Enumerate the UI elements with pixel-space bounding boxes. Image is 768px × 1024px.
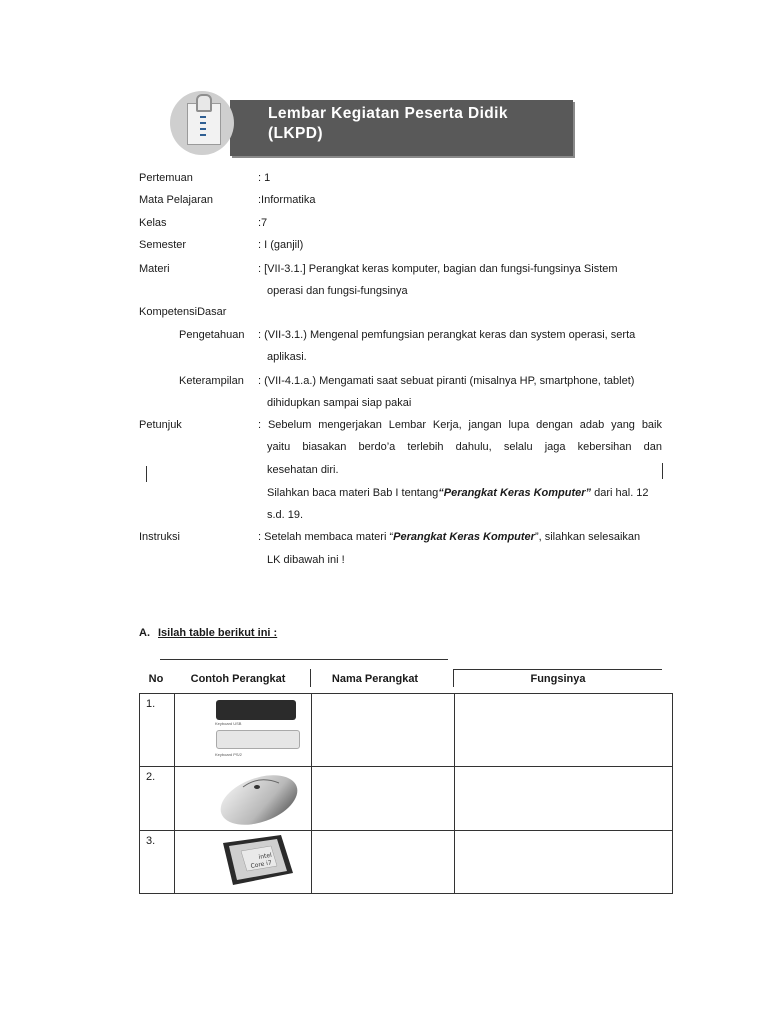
device-image-cell bbox=[175, 831, 312, 894]
mouse-icon bbox=[213, 769, 303, 827]
fungsi-cell[interactable] bbox=[455, 694, 673, 767]
mapel-value: :Informatika bbox=[258, 194, 316, 206]
nama-perangkat-cell[interactable] bbox=[312, 694, 455, 767]
nama-perangkat-cell[interactable] bbox=[312, 831, 455, 894]
keterampilan-line-1: : (VII-4.1.a.) Mengamati saat sebuat piranti (misalnya HP, smartphone, tablet) bbox=[258, 375, 635, 387]
pengetahuan-label: Pengetahuan bbox=[179, 329, 245, 341]
instruksi-line-1 bbox=[258, 530, 640, 544]
petunjuk-line-1: : Sebelum mengerjakan Lembar Kerja, jangan lupa dengan adab yang baik bbox=[258, 419, 662, 431]
fungsi-cell[interactable] bbox=[455, 767, 673, 831]
row-number: 3. bbox=[140, 831, 175, 894]
materi-line-1: : [VII-3.1.] Perangkat keras komputer, bagian dan fungsi-fungsinya Sistem bbox=[258, 263, 618, 275]
semester-value: : I (ganjil) bbox=[258, 239, 304, 251]
clipboard-clip bbox=[196, 94, 212, 112]
row-number: 1. bbox=[140, 694, 175, 767]
column-header-nama: Nama Perangkat bbox=[331, 673, 419, 685]
instruksi-line-1-tail: ”, silahkan selesaikan bbox=[534, 531, 641, 543]
instruksi-line-1-text: : Setelah membaca materi “ bbox=[258, 531, 394, 543]
chip-model: Core i7 bbox=[250, 859, 273, 870]
instruksi-line-2: LK dibawah ini ! bbox=[267, 554, 345, 566]
petunjuk-line-3: kesehatan diri. bbox=[267, 464, 339, 476]
kelas-value: :7 bbox=[258, 217, 268, 229]
page-title bbox=[268, 104, 568, 144]
pertemuan-label: Pertemuan bbox=[139, 172, 193, 184]
device-table bbox=[139, 693, 673, 894]
keyboard-usb bbox=[216, 700, 296, 720]
column-header-contoh: Contoh Perangkat bbox=[190, 673, 286, 685]
petunjuk-line-2: yaitu biasakan berdo’a terlebih dahulu, selalu jaga kebersihan dan bbox=[267, 441, 662, 453]
petunjuk-line-5: s.d. 19. bbox=[267, 509, 304, 521]
title-line-2: (LKPD) bbox=[268, 125, 323, 142]
petunjuk-line-4-text: Silahkan baca materi Bab I tentang bbox=[267, 487, 439, 499]
nama-perangkat-cell[interactable] bbox=[312, 767, 455, 831]
table-row bbox=[140, 767, 673, 831]
petunjuk-line-4-tail: dari hal. 12 bbox=[591, 487, 649, 499]
fungsi-cell[interactable] bbox=[455, 831, 673, 894]
keyboard-ps2 bbox=[216, 730, 300, 749]
margin-mark-left bbox=[146, 466, 147, 482]
section-a-marker: A. bbox=[139, 627, 150, 639]
processor-graphic bbox=[211, 833, 301, 891]
device-image-cell bbox=[175, 694, 312, 767]
mapel-label: Mata Pelajaran bbox=[139, 194, 213, 206]
materi-line-2: operasi dan fungsi-fungsinya bbox=[267, 285, 408, 297]
row-number: 2. bbox=[140, 767, 175, 831]
keyboard-ps2-caption: Keyboard PS/2 bbox=[215, 752, 242, 757]
materi-label: Materi bbox=[139, 263, 170, 275]
device-image-cell bbox=[175, 767, 312, 831]
processor-chip-icon bbox=[211, 833, 301, 891]
mouse-graphic bbox=[213, 769, 303, 827]
margin-mark-right bbox=[662, 463, 663, 479]
keterampilan-line-2: dihidupkan sampai siap pakai bbox=[267, 397, 412, 409]
keyboard-icon bbox=[211, 697, 301, 761]
petunjuk-label: Petunjuk bbox=[139, 419, 182, 431]
keyboard-usb-caption: Keyboard USB bbox=[215, 721, 242, 726]
pengetahuan-line-1: : (VII-3.1.) Mengenal pemfungsian perangkat keras dan system operasi, serta bbox=[258, 329, 636, 341]
title-line-1: Lembar Kegiatan Peserta Didik bbox=[268, 105, 508, 122]
instruksi-line-1-emphasis: Perangkat Keras Komputer bbox=[393, 531, 535, 543]
petunjuk-line-4 bbox=[267, 486, 649, 500]
column-header-no: No bbox=[148, 673, 164, 685]
petunjuk-line-4-emphasis: “Perangkat Keras Komputer” bbox=[438, 487, 592, 499]
header-rule-left bbox=[160, 659, 448, 660]
column-header-fungsi: Fungsinya bbox=[530, 673, 586, 685]
keterampilan-label: Keterampilan bbox=[179, 375, 244, 387]
kelas-label: Kelas bbox=[139, 217, 167, 229]
kompetensi-label: KompetensiDasar bbox=[139, 306, 227, 318]
chip-brand: intel bbox=[258, 851, 273, 861]
table-row bbox=[140, 831, 673, 894]
semester-label: Semester bbox=[139, 239, 187, 251]
instruksi-label: Instruksi bbox=[139, 531, 180, 543]
section-a-heading bbox=[139, 627, 277, 639]
header-rule-right bbox=[453, 669, 662, 670]
pertemuan-value: : 1 bbox=[258, 172, 271, 184]
table-row bbox=[140, 694, 673, 767]
section-a-title: Isilah table berikut ini : bbox=[158, 627, 278, 639]
pengetahuan-line-2: aplikasi. bbox=[267, 351, 307, 363]
